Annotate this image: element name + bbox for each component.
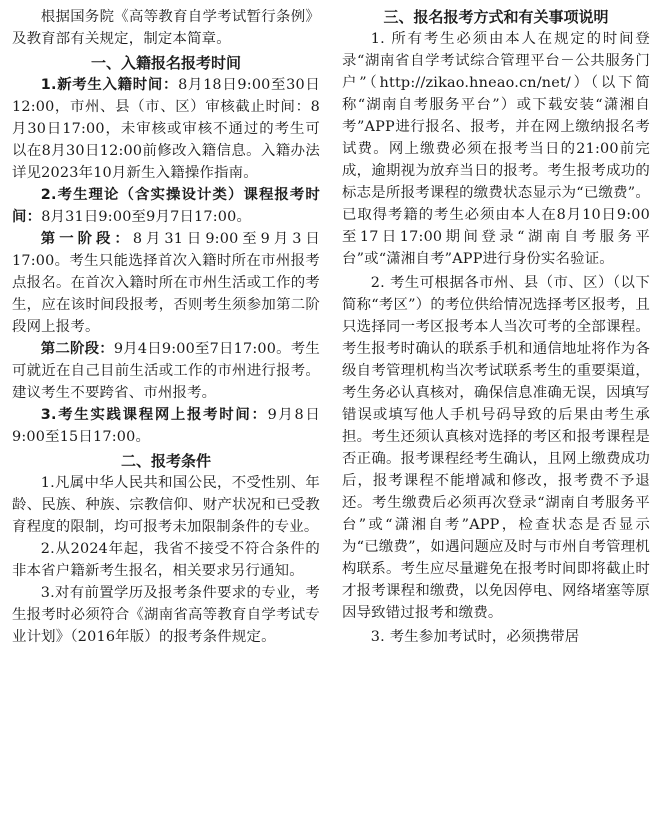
phase-1-paragraph	[12, 228, 320, 338]
note-1-paragraph: 1. 所有考生必须由本人在规定的时间登录“湖南省自学考试综合管理平台－公共服务门户”（http://zikao.hneao.cn/net/）（以下简称“湖南自考服务平台”）或下载安装“潇湘自考”APP进行报名、报考，并在网上缴纳报名考试费。网上缴费必须在报考当日的21:00前完成，逾期视为放弃当日的报考。考生报考成功的标志是所报考课程的缴费状态显示为“已缴费”。已取得考籍的考生必须由本人在8月10日9:00至17日17:00期间登录“湖南自考服务平台”或“潇湘自考”APP进行身份实名验证。	[342, 31, 650, 267]
condition-2-paragraph: 2.从2024年起，我省不接受不符合条件的非本省户籍新考生报名，相关要求另行通知。	[12, 541, 320, 579]
item-1-heading: 1.新考生入籍时间：	[40, 77, 179, 93]
item-3-body: 9月8日9:00至15日17:00。	[12, 407, 320, 445]
item-2-heading: 2.考生理论（含实操设计类）课程报考时间：	[12, 187, 320, 225]
left-column	[12, 6, 320, 821]
phase-2-paragraph	[12, 338, 320, 404]
section-3-heading: 三、报名报考方式和有关事项说明	[383, 8, 609, 26]
phase-2-heading: 第二阶段：	[40, 341, 114, 357]
item-2-body: 8月31日9:00至9月7日17:00。	[41, 209, 252, 225]
section-1-heading: 一、入籍报名报考时间	[90, 54, 241, 72]
phase-1-heading: 第一阶段：	[40, 231, 133, 247]
condition-1-paragraph: 1.凡属中华人民共和国公民，不受性别、年龄、民族、种族、宗教信仰、财产状况和已受教育程度的限制，均可报考未加限制条件的专业。	[12, 475, 320, 535]
note-3-paragraph: 3. 考生参加考试时，必须携带居	[370, 629, 580, 645]
item-1-paragraph	[12, 74, 320, 184]
section-2-heading: 二、报考条件	[120, 452, 211, 470]
item-2-paragraph	[12, 184, 320, 228]
intro-paragraph: 根据国务院《高等教育自学考试暂行条例》及教育部有关规定，制定本简章。	[12, 9, 320, 47]
item-3-heading: 3.考生实践课程网上报考时间：	[40, 407, 268, 423]
item-1-body: 8月18日9:00至30日12:00，市州、县（市、区）审核截止时间：8月30日17:00，未审核或审核不通过的考生可以在8月30日12:00前修改入籍信息。入籍办法详见2023年10月新生入籍操作指南。	[12, 77, 320, 181]
phase-1-body: 8月31日9:00至9月3日17:00。考生只能选择首次入籍时所在市州报考点报名。在首次入籍时所在市州生活或工作的考生，应在该时间段报考，否则考生须参加第二阶段网上报考。	[12, 231, 320, 335]
phase-2-body: 9月4日9:00至7日17:00。考生可就近在自己目前生活或工作的市州进行报考。建议考生不要跨省、市州报考。	[12, 341, 320, 401]
note-2-paragraph: 2. 考生可根据各市州、县（市、区）（以下简称“考区”）的考位供给情况选择考区报考，且只选择同一考区报考本人当次可考的全部课程。考生报考时确认的联系手机和通信地址将作为各级自考管理机构当次考试联系考生的重要渠道，考生务必认真核对，确保信息准确无误，因填写错误或填写他人手机号码导致的后果由考生承担。考生还须认真核对选择的考区和报考课程是否正确。报考课程经考生确认，且网上缴费成功后，报考课程不能增减和修改，报考费不予退还。考生缴费后必须再次登录“湖南自考服务平台”或“潇湘自考”APP，检查状态是否显示为“已缴费”，如遇问题应及时与市州自考管理机构联系。考生应尽量避免在报考时间即将截止时才报考课程和缴费，以免因停电、网络堵塞等原因导致错过报考和缴费。	[342, 275, 650, 621]
item-3-paragraph	[12, 404, 320, 448]
right-column	[342, 6, 650, 821]
condition-3-paragraph: 3.对有前置学历及报考条件要求的专业，考生报考时必须符合《湖南省高等教育自学考试专业计划》（2016年版）的报考条件规定。	[12, 585, 320, 645]
